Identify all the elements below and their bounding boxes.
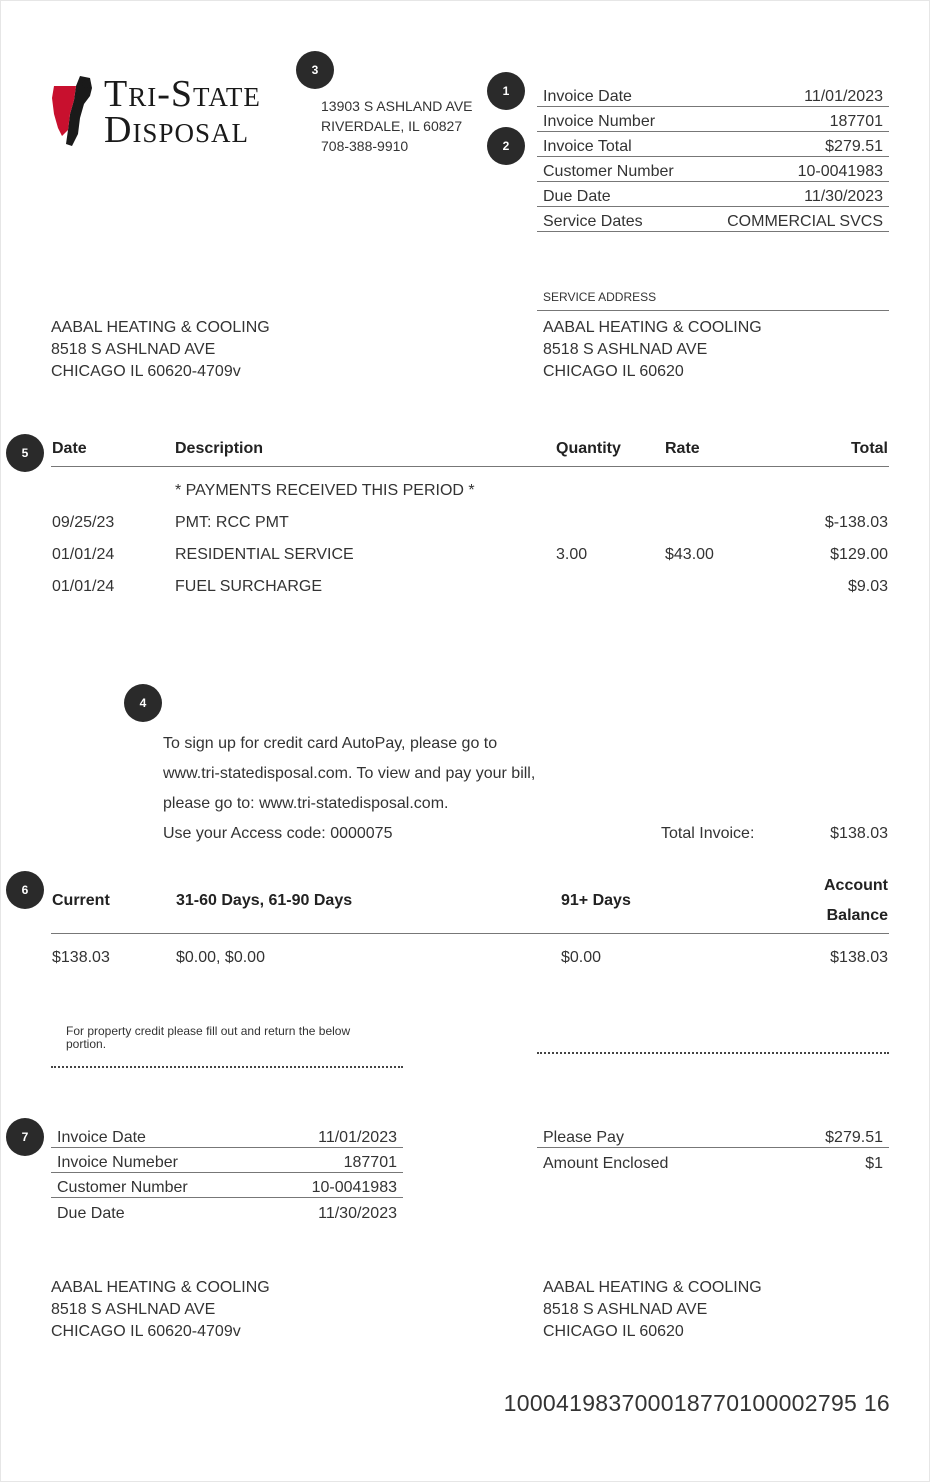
address-line: 8518 S ASHLNAD AVE [51,341,216,358]
address-line: CHICAGO IL 60620-4709v [51,1323,241,1340]
amount-enclosed-value[interactable]: $1 [865,1155,883,1172]
address-line: AABAL HEATING & COOLING [543,1279,762,1296]
account-balance-value: $138.03 [830,949,888,966]
row-value: 10-0041983 [797,163,883,180]
address-line: AABAL HEATING & COOLING [543,319,762,336]
company-logo [50,74,290,150]
aging-31-90-value: $0.00, $0.00 [176,949,265,966]
row-label: Amount Enclosed [543,1155,669,1172]
row-value: 11/01/2023 [318,1129,397,1146]
remit-summary-table [51,1124,403,1223]
row-value: 11/30/2023 [804,188,883,205]
col-header-total: Total [850,440,888,457]
remit-invoice-number-row [51,1148,403,1173]
aging-header-current: Current [52,892,110,909]
service-dates-row [537,207,889,232]
remit-from-address [51,1277,270,1343]
address-line: CHICAGO IL 60620-4709v [51,363,241,380]
table-row-description: RESIDENTIAL SERVICE [175,546,354,563]
service-address [543,317,762,383]
table-row-description: PMT: RCC PMT [175,514,289,531]
col-header-quantity: Quantity [556,440,621,457]
invoice-total-row [537,132,889,157]
due-date-row [537,182,889,207]
aging-header-balance-line1: Account [824,877,888,894]
divider [51,933,889,934]
badge-6: 6 [6,871,44,909]
row-label: Invoice Number [543,113,656,130]
credit-note [66,1025,350,1051]
table-row-total: $129.00 [830,546,888,563]
state-map-icon [50,74,100,148]
please-pay-row [537,1124,889,1148]
aging-current-value: $138.03 [52,949,110,966]
badge-7: 7 [6,1118,44,1156]
tear-line-right [537,1052,889,1054]
remit-customer-number-row [51,1173,403,1198]
address-line: CHICAGO IL 60620 [543,1323,684,1340]
badge-3: 3 [296,51,334,89]
company-name-line1: Tri-State [104,73,261,115]
row-label: Due Date [57,1205,125,1222]
badge-1: 1 [487,72,525,110]
row-label: Invoice Date [57,1129,146,1146]
address-line: CHICAGO IL 60620 [543,363,684,380]
company-address [321,96,473,156]
row-label: Please Pay [543,1129,624,1146]
service-address-heading: SERVICE ADDRESS [543,290,657,304]
row-label: Invoice Date [543,88,632,105]
company-name-line2: Disposal [104,109,249,151]
invoice-summary-table [537,83,889,232]
table-row-date: 01/01/24 [52,578,115,595]
address-line: AABAL HEATING & COOLING [51,319,270,336]
row-value: $279.51 [825,138,883,155]
table-row-date: 09/25/23 [52,514,115,531]
row-label: Customer Number [543,163,674,180]
customer-number-row [537,157,889,182]
table-row-quantity: 3.00 [556,546,588,563]
company-address-line: 13903 S ASHLAND AVE [321,98,473,114]
billing-address [51,317,270,383]
col-header-rate: Rate [665,440,700,457]
address-line: 8518 S ASHLNAD AVE [51,1301,216,1318]
address-line: 8518 S ASHLNAD AVE [543,1301,708,1318]
row-label: Customer Number [57,1179,188,1196]
row-value: 187701 [829,113,883,130]
row-value: 187701 [343,1154,397,1171]
table-row-date: 01/01/24 [52,546,115,563]
col-header-date: Date [52,440,87,457]
row-label: Invoice Total [543,138,632,155]
total-invoice-label: Total Invoice: [661,825,755,842]
credit-note-line: portion. [66,1037,107,1051]
total-invoice-value: $138.03 [830,825,888,842]
divider [51,466,889,467]
company-address-line: RIVERDALE, IL 60827 [321,118,463,134]
badge-5: 5 [6,434,44,472]
credit-note-line: For property credit please fill out and return the below [66,1024,351,1038]
access-code-line: Use your Access code: 0000075 [163,825,393,842]
remit-due-date-row [51,1198,403,1223]
badge-4: 4 [124,684,162,722]
aging-91plus-value: $0.00 [561,949,602,966]
table-row-total: $9.03 [847,578,888,595]
invoice-date-row [537,83,889,107]
badge-2: 2 [487,127,525,165]
payment-table [537,1124,889,1173]
table-row-rate: $43.00 [665,546,714,563]
autopay-note [163,729,535,849]
address-line: 8518 S ASHLNAD AVE [543,341,708,358]
row-value: 11/30/2023 [318,1205,397,1222]
address-line: AABAL HEATING & COOLING [51,1279,270,1296]
row-label: Service Dates [543,213,643,230]
remit-to-address [543,1277,762,1343]
note-line: please go to: www.tri-statedisposal.com. [163,795,449,812]
note-line: www.tri-statedisposal.com. To view and pay your bill, [163,765,536,782]
row-value: 11/01/2023 [804,88,883,105]
tear-line-left [51,1066,403,1068]
row-label: Due Date [543,188,611,205]
row-label: Invoice Numeber [57,1154,178,1171]
divider [537,310,889,311]
aging-header-91plus: 91+ Days [561,892,631,909]
please-pay-value: $279.51 [825,1129,883,1146]
note-line: To sign up for credit card AutoPay, please go to [163,735,498,752]
row-value: 10-0041983 [311,1179,397,1196]
col-header-description: Description [175,440,264,457]
company-phone: 708-388-9910 [321,138,409,154]
payments-note: * PAYMENTS RECEIVED THIS PERIOD * [175,482,475,499]
remit-invoice-date-row [51,1124,403,1148]
amount-enclosed-row [537,1148,889,1173]
table-row-total: $-138.03 [824,514,888,531]
aging-header-balance-line2: Balance [826,907,888,924]
table-row-description: FUEL SURCHARGE [175,578,322,595]
invoice-number-row [537,107,889,132]
scanline-number: 100041983700018770100002795 16 [503,1390,890,1416]
row-value: COMMERCIAL SVCS [727,213,883,230]
aging-header-31-90: 31-60 Days, 61-90 Days [176,892,353,909]
